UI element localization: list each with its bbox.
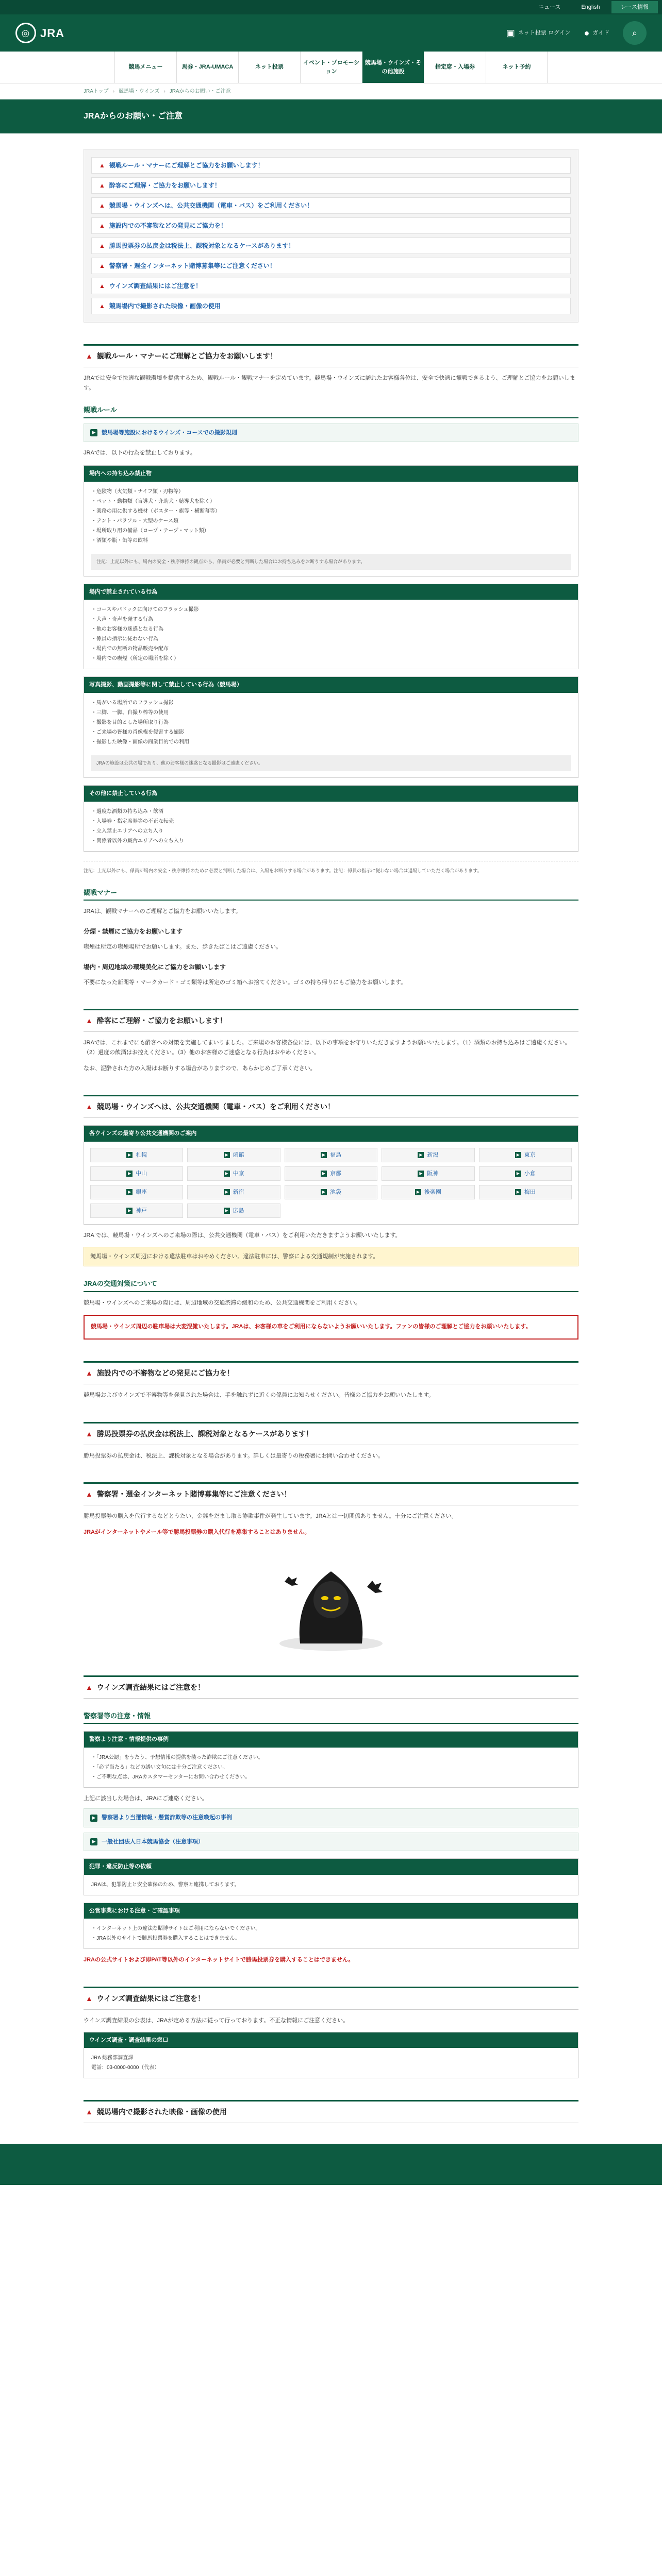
venue-link[interactable]: [285, 1166, 377, 1181]
toc-label: 施設内での不審物などの発見にご協力を！: [109, 222, 227, 229]
crime-prevention-box: [84, 1858, 578, 1895]
box-heading: 場内への持ち込み禁止物: [84, 466, 578, 482]
arrow-icon: ▶: [418, 1152, 424, 1158]
warning-icon: ▲: [86, 1016, 93, 1025]
user-icon: ●: [584, 27, 590, 38]
section-title: 観戦ルール・マナーにご理解とご協力をお願いします！: [96, 352, 277, 360]
box-body: ・コースやパドックに向けてのフラッシュ撮影 ・大声・奇声を発する行為 ・他のお客様の迷惑となる行為 ・係員の指示に従わない行為 ・場内での無断の物品販売や配布 ・場内での喫煙（所定の場所を除く）: [91, 607, 199, 662]
guide-label: ガイド: [592, 29, 609, 36]
breadcrumb-sep: ›: [112, 89, 114, 94]
box-note: 注記：上記以外にも、場内の安全・秩序維持の観点から、係員が必要と判断した場合はお持ち込みをお断りする場合があります。: [91, 554, 571, 570]
prohibited-acts-box: [84, 584, 578, 670]
section-title: 勝馬投票券の払戻金は税法上、課税対象となるケースがあります！: [96, 1429, 313, 1438]
breadcrumb-current: JRAからのお願い・ご注意: [169, 89, 231, 94]
nav-item[interactable]: 指定席・入場券: [424, 52, 486, 83]
manner1-text: 喫煙は所定の喫煙場所でお願いします。また、歩きたばこはご遠慮ください。: [84, 943, 282, 950]
page-title-bar: [0, 99, 662, 133]
warning-icon: ▲: [99, 162, 105, 169]
toc-label: 競馬場・ウインズへは、公共交通機関（電車・バス）をご利用ください！: [109, 202, 313, 209]
survey-red: JRAの公式サイトおよび即PAT等以外のインターネットサイトで勝馬投票券を購入することはできません。: [84, 1957, 354, 1963]
page-title: JRAからのお願い・ご注意: [84, 112, 183, 121]
manner2-heading: 場内・周辺地域の環境美化にご協力をお願いします: [84, 963, 226, 971]
public-business-box: [84, 1903, 578, 1950]
guide-button[interactable]: [584, 26, 609, 40]
drunk-text: JRAでは、これまでにも酔客への対策を実施してまいりました。ご来場のお客様各位には、以下の事項をお守りいただきますようお願いいたします。（1）酒類のお持ち込みはご遠慮ください。（2）過度の飲酒はお控えください。（3）他のお客様のご迷惑となる行為はおやめください。: [84, 1040, 571, 1056]
section-title: ウインズ調査結果にはご注意を！: [96, 1683, 205, 1691]
toc-item[interactable]: [91, 177, 571, 194]
section-title: 警察署・週金インターネット賭博募集等にご注意ください！: [96, 1490, 291, 1499]
transport-sub-text: 競馬場・ウインズへのご来場の際には、周辺地域の交通渋滞の緩和のため、公共交通機関をご利用ください。: [84, 1299, 361, 1306]
nav-item[interactable]: ネット予約: [486, 52, 548, 83]
toc-item[interactable]: [91, 197, 571, 214]
rules-notes: 注記：上記以外にも、係員が場内の安全・秩序維持のために必要と判断した場合は、入場をお断りする場合があります。注記：係員の指示に従わない場合は退場していただく場合があります。: [84, 861, 578, 875]
toc-label: 観戦ルール・マナーにご理解とご協力をお願いします！: [109, 162, 264, 169]
venue-label: 京都: [329, 1170, 341, 1177]
arrow-icon: ▶: [90, 429, 97, 436]
parking-notice: 競馬場・ウインズ周辺における違法駐車はおやめください。違法駐車には、警察による交通規制が実施されます。: [84, 1247, 578, 1267]
transport-grid: [84, 1125, 578, 1225]
table-of-contents: [84, 149, 578, 323]
arrow-icon: ▶: [224, 1208, 230, 1214]
box-body: ・過度な酒類の持ち込み・飲酒 ・入場券・指定席券等の不正な転売 ・立入禁止エリアへの立ち入り ・関係者以外の厩舎エリアへの立ち入り: [91, 808, 184, 844]
manner-subheading: 観戦マナー: [84, 888, 578, 901]
venue-link[interactable]: [285, 1185, 377, 1199]
police-warning-link[interactable]: [84, 1808, 578, 1827]
contact-box: [84, 2032, 578, 2079]
arrow-icon: ▶: [224, 1189, 230, 1195]
section-title: 施設内での不審物などの発見にご協力を！: [96, 1369, 234, 1378]
warning-icon: ▲: [99, 302, 105, 310]
box-heading: 犯罪・違反防止等の依頼: [84, 1859, 578, 1875]
venue-label: 新潟: [427, 1151, 439, 1158]
search-button[interactable]: [623, 21, 647, 45]
box-body: ・馬がいる場所でのフラッシュ撮影 ・三脚、一脚、自撮り棒等の使用 ・撮影を目的とした場所取り行為 ・ご来場の皆様の肖像権を侵害する撮影 ・撮影した映像・画像の商業目的での利用: [91, 700, 189, 745]
breadcrumb-sep: ›: [163, 89, 166, 94]
english-link[interactable]: English: [581, 4, 600, 10]
section-title: 競馬場・ウインズへは、公共交通機関（電車・バス）をご利用ください！: [96, 1103, 335, 1111]
fraud-red: JRAがインターネットやメール等で勝馬投票券の購入代行を募集することはありません。: [84, 1529, 310, 1536]
jra-logo[interactable]: [15, 23, 64, 43]
arrow-icon: ▶: [321, 1152, 327, 1158]
toc-item[interactable]: [91, 217, 571, 234]
box-heading: 公営事業における注意・ご確認事項: [84, 1903, 578, 1919]
site-footer: [0, 2144, 662, 2185]
toc-item[interactable]: [91, 298, 571, 314]
warning-icon: ▲: [86, 1994, 93, 2003]
warning-icon: ▲: [86, 1683, 93, 1691]
toc-label: ウインズ調査結果にはご注意を！: [109, 282, 202, 290]
box-heading: その他に禁止している行為: [84, 786, 578, 802]
venue-label: 小倉: [524, 1170, 536, 1177]
filming-rules-box: [84, 676, 578, 778]
arrow-icon: ▶: [224, 1171, 230, 1177]
utility-bar: [0, 0, 662, 14]
venue-link[interactable]: [90, 1204, 183, 1218]
toc-item[interactable]: [91, 157, 571, 174]
arrow-icon: ▶: [90, 1838, 97, 1845]
venue-link[interactable]: [285, 1148, 377, 1162]
venue-link[interactable]: [382, 1148, 474, 1162]
warning-icon: ▲: [86, 1369, 93, 1378]
link-label: 一般社団法人日本競馬協会（注意事項）: [102, 1838, 204, 1845]
venue-label: 神戸: [136, 1207, 147, 1214]
venue-link[interactable]: [90, 1185, 183, 1199]
warning-icon: ▲: [86, 2108, 93, 2116]
venue-link[interactable]: [382, 1185, 474, 1199]
venue-label: 後楽園: [424, 1189, 441, 1195]
arrow-icon: ▶: [126, 1171, 133, 1177]
breadcrumb: [84, 83, 578, 99]
section-heading-rules: [84, 344, 578, 367]
fraud-text: 勝馬投票券の購入を代行するなどとうたい、金銭をだまし取る詐欺事件が発生しています。JRAとは一切関係ありません。十分にご注意ください。: [84, 1513, 457, 1520]
venue-label: 函館: [233, 1151, 244, 1158]
nav-item[interactable]: ネット投票: [238, 52, 300, 83]
manner2-text: 不要になった新聞等・マークカード・ゴミ類等は所定のゴミ箱へお捨てください。ゴミの持ち帰りにもご協力をお願いします。: [84, 979, 407, 986]
rules-intro: JRAでは安全で快適な観戦環境を提供するため、観戦ルール・観戦マナーを定めています。競馬場・ウインズに訪れたお客様各位は、安全で快適に観戦できるよう、ご理解とご協力をお願いします。: [84, 375, 575, 391]
survey-results-text: ウインズ調査結果の公表は、JRAが定める方法に従って行っております。不正な情報にご注意ください。: [84, 2018, 349, 2024]
box-body: ・「JRA公認」をうたう、予想情報の提供を装った詐欺にご注意ください。 ・「必ず当たる」などの誘い文句には十分ご注意ください。 ・ご不明な点は、JRAカスタマーセンターにお問い合わせください。: [91, 1754, 263, 1780]
fraud-illustration: [264, 1551, 398, 1654]
logo-mark-icon: ◎: [15, 23, 36, 43]
venue-link[interactable]: [479, 1166, 572, 1181]
breadcrumb-racecourse[interactable]: 競馬場・ウインズ: [118, 89, 160, 94]
venue-label: 中山: [136, 1170, 147, 1177]
site-header: [0, 14, 662, 52]
other-prohibited-box: [84, 785, 578, 852]
venue-link[interactable]: [187, 1204, 280, 1218]
box-body: ・危険物（火気類・ナイフ類・刃物等） ・ペット・動物類（盲導犬・介助犬・聴導犬を除く） ・業務の用に供する機材（ポスター・旗等・横断幕等） ・テント・パラソル・大型のケース類 ・場所取り用の備品（ロープ・テープ・マット類） ・酒類や瓶・缶等の飲料: [91, 488, 220, 544]
search-icon: ⌕: [632, 27, 638, 38]
venue-label: 銀座: [136, 1189, 147, 1195]
box-body: ・インターネット上の違法な賭博サイトはご利用にならないでください。 ・JRA以外のサイトで勝馬投票券を購入することはできません。: [91, 1926, 261, 1942]
toc-label: 警察署・週金インターネット賭博募集等にご注意ください！: [109, 262, 276, 269]
warning-icon: ▲: [86, 352, 93, 360]
section-title: 競馬場内で撮影された映像・画像の使用: [96, 2108, 227, 2116]
box-heading: 警察より注意・情報提供の事例: [84, 1732, 578, 1748]
arrow-icon: ▶: [515, 1152, 521, 1158]
nav-item[interactable]: イベント・プロモーション: [300, 52, 362, 83]
section-heading-suspicious: [84, 1361, 578, 1384]
section-title: ウインズ調査結果にはご注意を！: [96, 1994, 205, 2003]
arrow-icon: ▶: [126, 1208, 133, 1214]
voting-icon: ▣: [506, 27, 515, 38]
nav-item[interactable]: 競馬場・ウインズ・その他施設: [362, 52, 424, 83]
arrow-icon: ▶: [224, 1152, 230, 1158]
section-heading-tax: [84, 1422, 578, 1445]
global-nav: [0, 52, 662, 83]
box-note: JRAの施設は公共の場であり、他のお客様の迷惑となる撮影はご遠慮ください。: [91, 755, 571, 771]
toc-item[interactable]: [91, 278, 571, 294]
news-link[interactable]: ニュース: [538, 4, 561, 10]
venue-label: 札幌: [136, 1151, 147, 1158]
net-voting-button[interactable]: [506, 26, 571, 40]
venue-link[interactable]: [382, 1166, 474, 1181]
section-heading-survey: [84, 1675, 578, 1699]
main-content: [84, 149, 578, 2123]
nav-item[interactable]: 馬券・JRA-UMACA: [176, 52, 238, 83]
manner1-heading: 分煙・禁煙にご協力をお願いします: [84, 927, 183, 935]
venue-label: 阪神: [427, 1170, 439, 1177]
logo-text: JRA: [40, 26, 65, 40]
toc-item[interactable]: [91, 258, 571, 274]
arrow-icon: ▶: [90, 1815, 97, 1822]
box-heading: 写真撮影、動画撮影等に関して禁止している行為（競馬場）: [84, 677, 578, 693]
venue-label: 中京: [233, 1170, 244, 1177]
venue-label: 東京: [524, 1151, 536, 1158]
venue-link[interactable]: [479, 1148, 572, 1162]
section-heading-drunk: [84, 1009, 578, 1032]
warning-icon: ▲: [86, 1103, 93, 1111]
breadcrumb-home[interactable]: JRAトップ: [84, 89, 109, 94]
venue-label: 福島: [329, 1151, 341, 1158]
toc-label: 酔客にご理解・ご協力をお願いします！: [109, 182, 221, 189]
suspicious-text: 競馬場およびウインズで不審物等を発見された場合は、手を触れずに近くの係員にお知らせください。皆様のご協力をお願いいたします。: [84, 1392, 435, 1399]
section-heading-transport: [84, 1095, 578, 1118]
warning-icon: ▲: [99, 222, 105, 229]
link-label: 競馬場等施設におけるウインズ・コースでの撮影規則: [102, 429, 237, 436]
arrow-icon: ▶: [321, 1189, 327, 1195]
venue-label: 広島: [233, 1207, 244, 1214]
arrow-icon: ▶: [515, 1171, 521, 1177]
warning-icon: ▲: [99, 182, 105, 189]
toc-label: 勝馬投票券の払戻金は税法上、課税対象となるケースがあります！: [109, 242, 295, 249]
net-voting-label: ネット投票 ログイン: [518, 29, 571, 36]
venue-link[interactable]: [90, 1148, 183, 1162]
arrow-icon: ▶: [321, 1171, 327, 1177]
prohibited-items-box: [84, 465, 578, 577]
warning-icon: ▲: [86, 1490, 93, 1499]
link-label: 警察署より当選情報・懸賞詐欺等の注意喚起の事例: [102, 1815, 232, 1821]
transport-subheading: JRAの交通対策について: [84, 1279, 578, 1292]
venue-link[interactable]: [90, 1166, 183, 1181]
warning-icon: ▲: [99, 282, 105, 290]
box-body: JRAは、犯罪防止と安全確保のため、警察と連携しております。: [91, 1882, 240, 1888]
box-heading: ウインズ調査・調査結果の窓口: [84, 2032, 578, 2048]
venue-link[interactable]: [479, 1185, 572, 1199]
transport-warning: 競馬場・ウインズ周辺の駐車場は大変混雑いたします。JRAは、お客様の車をご利用にならないようお願いいたします。ファンの皆様のご理解とご協力をお願いいたします。: [84, 1315, 578, 1340]
venue-label: 新宿: [233, 1189, 244, 1195]
survey-note: 上記に該当した場合は、JRAにご連絡ください。: [84, 1795, 208, 1802]
section-heading-fraud: [84, 1482, 578, 1505]
nav-item[interactable]: 競馬メニュー: [114, 52, 176, 83]
arrow-icon: ▶: [415, 1189, 421, 1195]
rules-text: JRAでは、以下の行為を禁止しております。: [84, 450, 196, 456]
filming-rules-link[interactable]: [84, 423, 578, 443]
toc-label: 競馬場内で撮影された映像・画像の使用: [109, 302, 221, 310]
warning-icon: ▲: [99, 202, 105, 209]
section-heading-survey-results: [84, 1987, 578, 2010]
association-link[interactable]: [84, 1833, 578, 1852]
venue-link[interactable]: [187, 1148, 280, 1162]
survey-subheading: 警察署等の注意・情報: [84, 1711, 578, 1724]
venue-label: 梅田: [524, 1189, 536, 1195]
toc-item[interactable]: [91, 238, 571, 254]
arrow-icon: ▶: [126, 1189, 133, 1195]
tax-text: 勝馬投票券の払戻金は、税法上、課税対象となる場合があります。詳しくは最寄りの税務署にお問い合わせください。: [84, 1452, 384, 1459]
box-heading: 各ウインズの最寄り公共交通機関のご案内: [84, 1126, 578, 1142]
contact-text: JRA 総務部調査課 電話：03-0000-0000（代表）: [91, 2055, 160, 2071]
arrow-icon: ▶: [515, 1189, 521, 1195]
section-heading-footage: [84, 2100, 578, 2123]
box-heading: 場内で禁止されている行為: [84, 584, 578, 600]
rules-subheading: 観戦ルール: [84, 405, 578, 418]
police-info-box: [84, 1731, 578, 1788]
manner-intro: JRAは、観戦マナーへのご理解とご協力をお願いいたします。: [84, 908, 241, 915]
race-results-link[interactable]: レース情報: [611, 1, 658, 14]
warning-icon: ▲: [86, 1429, 93, 1438]
venue-label: 池袋: [329, 1189, 341, 1195]
transport-text: JRA では、競馬場・ウインズへのご来場の際は、公共交通機関（電車・バス）をご利用いただきますようお願いいたします。: [84, 1232, 401, 1239]
venue-link[interactable]: [187, 1166, 280, 1181]
arrow-icon: ▶: [126, 1152, 133, 1158]
warning-icon: ▲: [99, 262, 105, 269]
venue-link[interactable]: [187, 1185, 280, 1199]
warning-icon: ▲: [99, 242, 105, 249]
arrow-icon: ▶: [418, 1171, 424, 1177]
drunk-text-2: なお、泥酔された方の入場はお断りする場合がありますので、あらかじめご了承ください。: [84, 1065, 316, 1072]
hooded-figure-icon: [264, 1551, 398, 1654]
section-title: 酔客にご理解・ご協力をお願いします！: [96, 1016, 227, 1025]
